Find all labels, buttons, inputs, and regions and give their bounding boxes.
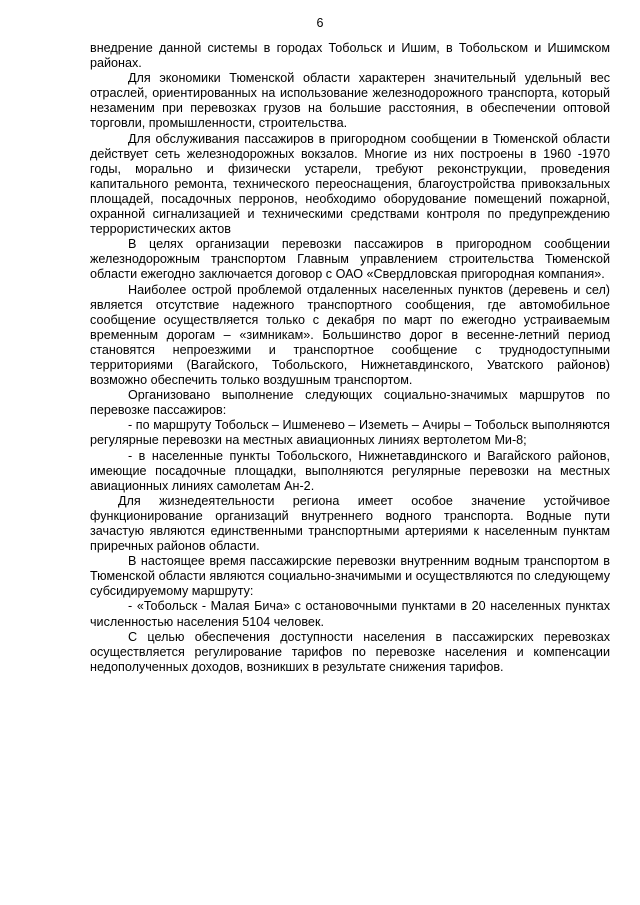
list-item: - «Тобольск - Малая Бича» с остановочными пунктами в 20 населенных пунктах численностью населения 5104 человек. bbox=[90, 599, 610, 629]
list-item: - в населенные пункты Тобольского, Нижнетавдинского и Вагайского районов, имеющие посадочные площадки, выполняются регулярные перевозки на местных авиационных линиях самолетам Ан-2. bbox=[90, 448, 610, 493]
paragraph: Организовано выполнение следующих социально-значимых маршрутов по перевозке пассажиров: bbox=[90, 388, 610, 418]
paragraph: Наиболее острой проблемой отдаленных населенных пунктов (деревень и сел) является отсутствие надежного транспортного сообщения, где автомобильное сообщение осуществляется только с декабря по март по ежегодно устраиваемым временным дорогам – «зимникам». Большинство дорог в весенне-летний период становятся непроезжими и транспортное сообщение с труднодоступными территориями (Вагайского, Тобольского, Нижнетавдинского, Уватского районов) возможно обеспечить только воздушным транспортом. bbox=[90, 282, 610, 388]
paragraph: С целью обеспечения доступности населения в пассажирских перевозках осуществляется регулирование тарифов по перевозке населения и компенсации недополученных доходов, возникших в результате снижения тарифов. bbox=[90, 629, 610, 674]
paragraph: В настоящее время пассажирские перевозки внутренним водным транспортом в Тюменской области являются социально-значимыми и осуществляются по следующему субсидируемому маршруту: bbox=[90, 554, 610, 599]
document-body bbox=[90, 41, 610, 675]
list-item: - по маршруту Тобольск – Ишменево – Иземеть – Ачиры – Тобольск выполняются регулярные перевозки на местных авиационных линиях вертолетом Ми-8; bbox=[90, 418, 610, 448]
paragraph: В целях организации перевозки пассажиров в пригородном сообщении железнодорожным транспортом Главным управлением строительства Тюменской области ежегодно заключается договор с ОАО «Свердловская пригородная компания». bbox=[90, 237, 610, 282]
page-number: 6 bbox=[316, 16, 324, 30]
paragraph: внедрение данной системы в городах Тобольск и Ишим, в Тобольском и Ишимском районах. bbox=[90, 41, 610, 71]
paragraph: Для обслуживания пассажиров в пригородном сообщении в Тюменской области действует сеть железнодорожных вокзалов. Многие из них построены в 1960 -1970 годы, морально и физически устарели, требуют реконструкции, проведения капитального ремонта, технического переоснащения, благоустройства привокзальных площадей, посадочных перронов, необходимо оборудование помещений пожарной, охранной сигнализацией и техническими средствами контроля по предупреждению террористических актов bbox=[90, 131, 610, 237]
paragraph: Для экономики Тюменской области характерен значительный удельный вес отраслей, ориентированных на использование железнодорожного транспорта, который незаменим при перевозках грузов на большие расстояния, в обеспечении оптовой торговли, промышленности, строительства. bbox=[90, 71, 610, 131]
paragraph: Для жизнедеятельности региона имеет особое значение устойчивое функционирование организаций внутреннего водного транспорта. Водные пути зачастую являются единственными транспортными артериями к населенным пунктам приречных районов области. bbox=[90, 493, 610, 554]
